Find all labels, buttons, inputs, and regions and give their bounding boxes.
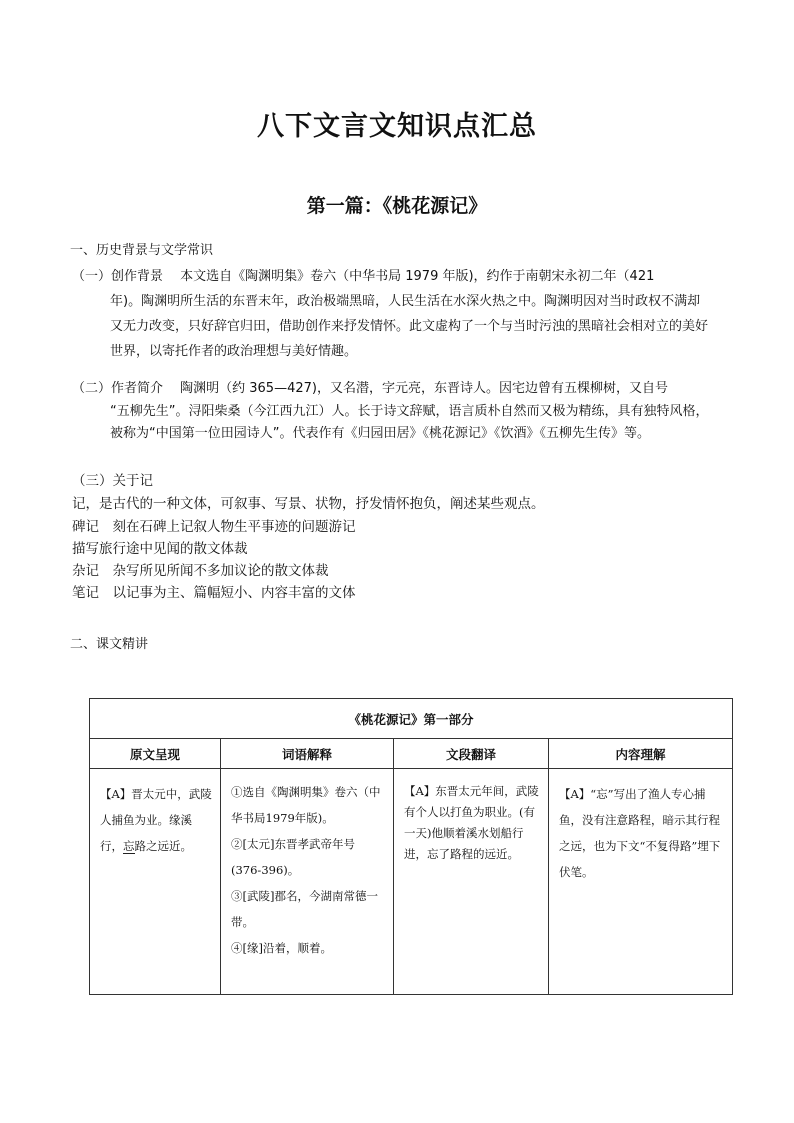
chapter-title: 第一篇：《桃花源记》 <box>306 195 488 217</box>
author-body: “五柳先生”。浔阳柴桑（今江西九江）人。长于诗文辞赋，语言质朴自然而又极为精练，具有独特风格，被称为“中国第一位田园诗人”。代表作有《归园田居》《桃花源记》《饮酒》《五柳先生传》等。 <box>110 404 709 441</box>
lesson-table <box>89 698 733 995</box>
header-understanding: 内容理解 <box>549 739 733 769</box>
author-paragraph <box>72 376 712 445</box>
note-item: ④[缘]沿着，顺着。 <box>231 941 332 955</box>
note-item: ②[太元]东晋孝武帝年号(376-396)。 <box>231 837 355 877</box>
note-item: ③[武陵]郡名，今湖南常德一带。 <box>231 889 378 929</box>
original-text-cell <box>90 769 221 995</box>
header-original: 原文呈现 <box>90 739 221 769</box>
background-paragraph <box>72 264 712 364</box>
section-heading-2: 二、课文精讲 <box>70 637 149 652</box>
page-title: 八下文言文知识点汇总 <box>257 111 537 142</box>
table-caption: 《桃花源记》第一部分 <box>90 699 733 739</box>
translation-cell: 【A】东晋太元年间，武陵有个人以打鱼为职业。(有一天)他顺着溪水划船行进，忘了路程的远近。 <box>394 769 549 995</box>
about-ji-heading: （三）关于记 <box>72 473 153 489</box>
notes-cell <box>221 769 394 995</box>
ji-line: 记，是古代的一种文体，可叙事、写景、状物，抒发情怀抱负，阐述某些观点。 <box>72 496 545 512</box>
header-translation: 文段翻译 <box>394 739 549 769</box>
ji-line: 描写旅行途中见闻的散文体裁 <box>72 541 248 557</box>
note-item: ①选自《陶渊明集》卷六（中华书局1979年版)。 <box>231 785 381 825</box>
background-head: （一）创作背景 本文选自《陶渊明集》卷六（中华书局 1979 年版)，约作于南朝宋永初二年（421 <box>72 269 655 284</box>
original-text-post: 路之远近。 <box>134 839 192 853</box>
ji-line: 笔记 以记事为主、篇幅短小、内容丰富的文体 <box>72 585 356 601</box>
original-text-underlined: 忘 <box>123 839 135 853</box>
section-heading-1: 一、历史背景与文学常识 <box>70 243 214 258</box>
header-notes: 词语解释 <box>221 739 394 769</box>
author-head: （二）作者简介 陶渊明（约 365—427)，又名潜，字元亮，东晋诗人。因宅边曾有五棵柳树，又自号 <box>72 381 668 396</box>
original-text-pre: 【A】晋太元中，武陵人捕鱼为业。缘溪行， <box>100 787 212 853</box>
ji-line: 碑记 刻在石碑上记叙人物生平事迹的问题游记 <box>72 519 356 535</box>
background-body: 年)。陶渊明所生活的东晋末年，政治极端黑暗，人民生活在水深火热之中。陶渊明因对当时政权不满却又无力改变，只好辞官归田，借助创作来抒发情怀。此文虚构了一个与当时污浊的黑暗社会相对立的美好世界，以寄托作者的政治理想与美好情趣。 <box>110 294 709 359</box>
understanding-cell: 【A】“忘”写出了渔人专心捕鱼，没有注意路程，暗示其行程之远，也为下文“不复得路”埋下伏笔。 <box>549 769 733 995</box>
ji-line: 杂记 杂写所见所闻不多加议论的散文体裁 <box>72 563 329 579</box>
